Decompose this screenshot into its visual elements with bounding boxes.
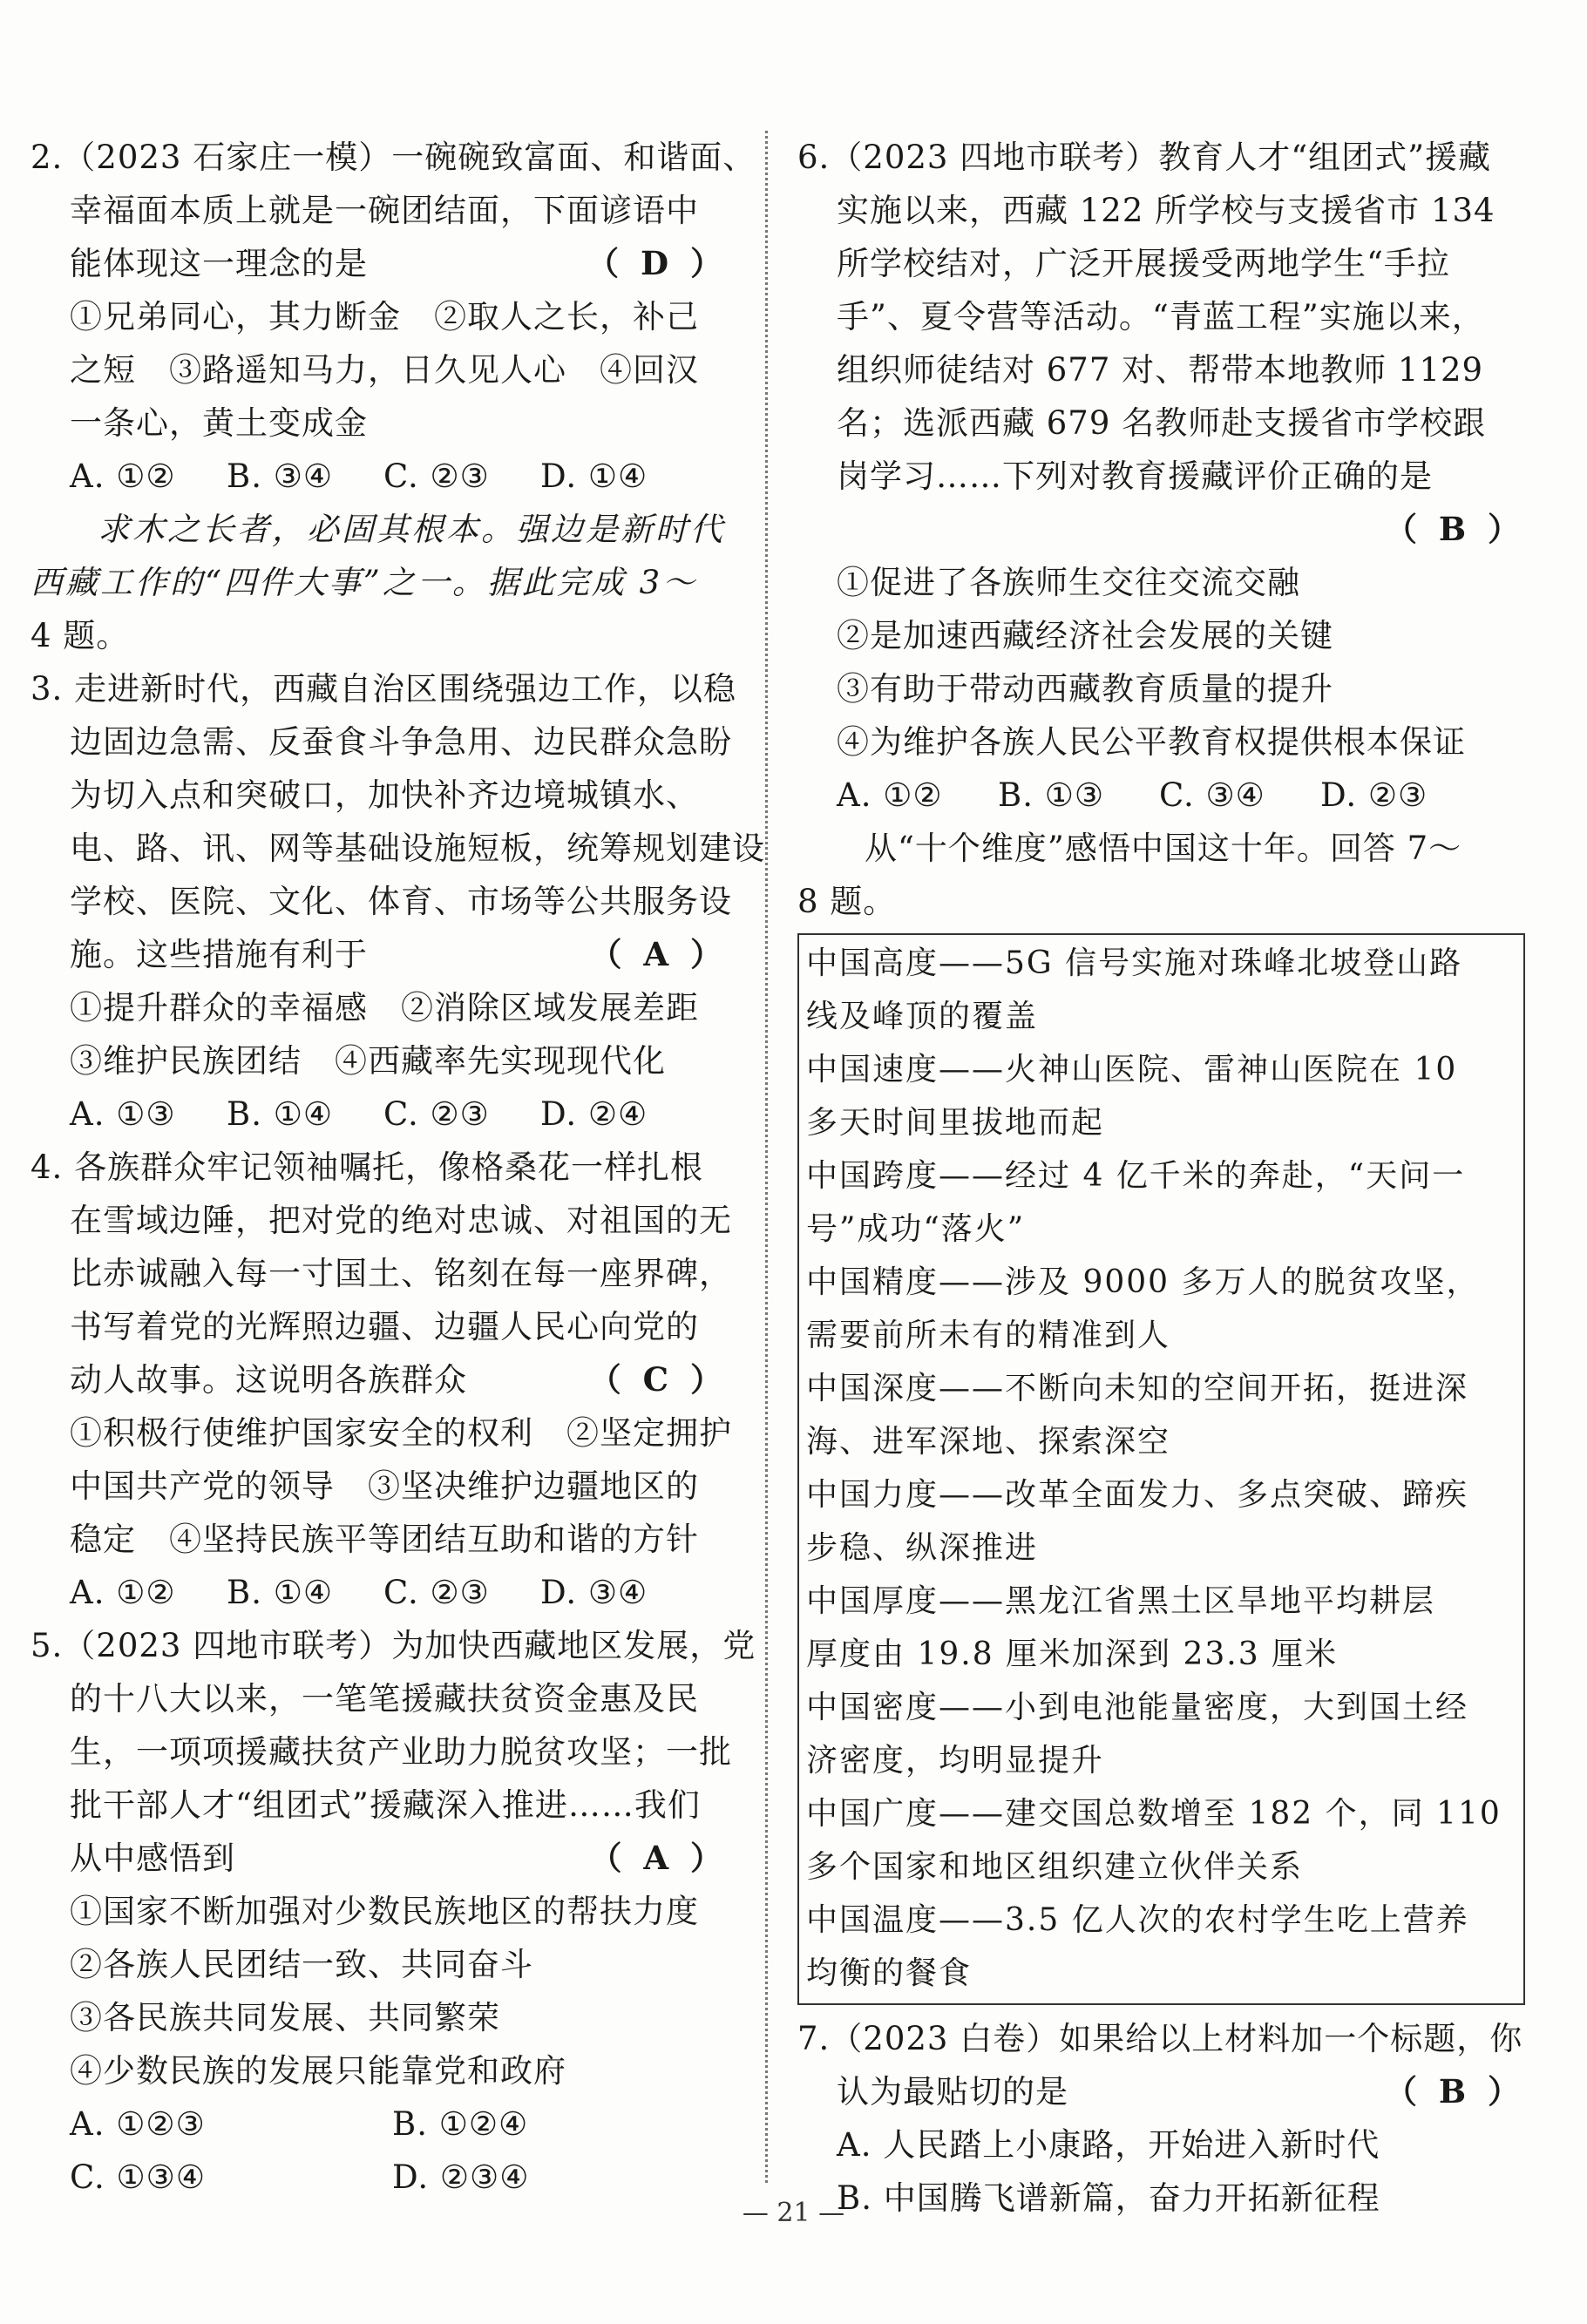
option-c: C. ③④ xyxy=(1159,776,1265,814)
material-line: 中国跨度——经过 4 亿千米的奔赴，“天问一 xyxy=(806,1158,1466,1194)
statement-line: ④少数民族的发展只能靠党和政府 xyxy=(70,2052,566,2090)
page-number xyxy=(0,2198,1587,2228)
right-column xyxy=(797,131,1525,2225)
answer-mark: （ B ） xyxy=(1384,2072,1525,2111)
question-text-line: 的十八大以来，一笔笔援藏扶贫资金惠及民 xyxy=(70,1680,699,1718)
material-line: 中国力度——改革全面发力、多点突破、蹄疾 xyxy=(806,1477,1469,1513)
statement-line: ②各族人民团结一致、共同奋斗 xyxy=(70,1946,533,1983)
option-d: D. ③④ xyxy=(540,1574,648,1611)
question-text-line: 动人故事。这说明各族群众 （ C ） xyxy=(31,1353,728,1406)
answer-mark: （ A ） xyxy=(589,1839,728,1877)
intro-line: 8 题。 xyxy=(797,883,897,920)
option-row xyxy=(31,2151,728,2204)
statement-line: ②是加速西藏经济社会发展的关键 xyxy=(837,617,1333,654)
question-7 xyxy=(797,2012,1525,2225)
material-line: 多天时间里拔地而起 xyxy=(806,1105,1105,1141)
question-5 xyxy=(31,1619,756,2204)
question-text-line: 从中感悟到 （ A ） xyxy=(31,1832,728,1885)
question-text-line: 组织师徒结对 677 对、帮带本地教师 1129 xyxy=(837,351,1484,389)
material-line: 中国速度——火神山医院、雷神山医院在 10 xyxy=(806,1052,1458,1087)
question-text-line: 手”、夏令营等活动。“青蓝工程”实施以来， xyxy=(837,298,1485,335)
statement-line: 之短 ③路遥知马力，日久见人心 ④回汉 xyxy=(70,351,699,389)
statement-line: ①国家不断加强对少数民族地区的帮扶力度 xyxy=(70,1893,699,1930)
option-c: C. ②③ xyxy=(383,457,490,495)
page-number-text: — 21 — xyxy=(742,2198,845,2228)
question-text-line: 能体现这一理念的是 （ D ） xyxy=(31,237,728,290)
option-b: B. ①④ xyxy=(227,1574,334,1611)
question-text-line: 6.（2023 四地市联考）教育人才“组团式”援藏 xyxy=(797,139,1492,176)
statement-line: ③各民族共同发展、共同繁荣 xyxy=(70,1999,500,2036)
statement-line: ③维护民族团结 ④西藏率先实现现代化 xyxy=(70,1042,666,1080)
answer-mark: （ C ） xyxy=(588,1360,728,1399)
option-a: A. 人民踏上小康路，开始进入新时代 xyxy=(837,2126,1380,2164)
option-row xyxy=(31,1566,728,1619)
material-line: 中国广度——建交国总数增至 182 个，同 110 xyxy=(806,1796,1502,1832)
material-line: 中国深度——不断向未知的空间开拓，挺进深 xyxy=(806,1371,1469,1406)
statement-line: ③有助于带动西藏教育质量的提升 xyxy=(837,670,1333,708)
answer-mark: （ A ） xyxy=(589,935,728,973)
material-line: 需要前所未有的精准到人 xyxy=(806,1318,1171,1353)
option-a: A. ①③ xyxy=(70,1095,176,1133)
question-text-line: 书写着党的光辉照边疆、边疆人民心向党的 xyxy=(70,1308,699,1345)
question-text-line: 7.（2023 白卷）如果给以上材料加一个标题，你 xyxy=(797,2020,1523,2057)
statement-line: 稳定 ④坚持民族平等团结互助和谐的方针 xyxy=(70,1521,699,1558)
question-6 xyxy=(797,131,1525,822)
option-d: D. ②④ xyxy=(540,1095,648,1133)
question-3 xyxy=(31,662,765,1141)
question-2 xyxy=(31,131,756,503)
question-text-line: 为切入点和突破口，加快补齐边境城镇水、 xyxy=(70,776,699,814)
question-text-line: 岗学习……下列对教育援藏评价正确的是 xyxy=(837,457,1433,495)
option-c: C. ②③ xyxy=(383,1095,490,1133)
question-text-line: 认为最贴切的是 （ B ） xyxy=(797,2065,1525,2118)
option-a: A. ①② xyxy=(70,1574,176,1611)
material-box xyxy=(797,933,1525,2005)
option-b: B. ③④ xyxy=(227,457,334,495)
material-line: 中国厚度——黑龙江省黑土区旱地平均耕层 xyxy=(806,1583,1436,1619)
option-c: C. ②③ xyxy=(383,1574,490,1611)
question-text-line: 所学校结对，广泛开展援受两地学生“手拉 xyxy=(837,245,1450,282)
option-b: B. ①④ xyxy=(227,1095,334,1133)
question-text-line: 名；选派西藏 679 名教师赴支援省市学校跟 xyxy=(837,404,1487,442)
material-line: 号”成功“落火” xyxy=(806,1211,1026,1247)
intro-line: 求木之长者，必固其根本。强边是新时代 xyxy=(98,511,725,548)
column-divider xyxy=(765,131,768,2183)
question-text-line: 在雪域边陲，把对党的绝对忠诚、对祖国的无 xyxy=(70,1202,732,1239)
question-text-line: 比赤诚融入每一寸国土、铭刻在每一座界碑， xyxy=(70,1255,732,1292)
material-line: 步稳、纵深推进 xyxy=(806,1530,1039,1566)
option-b: B. ①③ xyxy=(998,776,1105,814)
answer-line xyxy=(797,503,1525,556)
option-d: D. ①④ xyxy=(540,457,648,495)
intro-line: 西藏工作的“四件大事”之一。据此完成 3～ xyxy=(31,564,698,601)
option-d: D. ②③④ xyxy=(392,2158,530,2196)
question-text-line: 电、路、讯、网等基础设施短板，统筹规划建设 xyxy=(70,830,765,867)
option-row xyxy=(797,769,1525,822)
statement-line: ④为维护各族人民公平教育权提供根本保证 xyxy=(837,723,1466,761)
material-line: 中国温度——3.5 亿人次的农村学生吃上营养 xyxy=(806,1902,1469,1938)
option-a: A. ①② xyxy=(70,457,176,495)
material-line: 线及峰顶的覆盖 xyxy=(806,999,1039,1034)
answer-mark: （ D ） xyxy=(587,244,728,282)
material-line: 多个国家和地区组织建立伙伴关系 xyxy=(806,1849,1304,1885)
question-text-line: 生，一项项援藏扶贫产业助力脱贫攻坚；一批 xyxy=(70,1733,732,1771)
intro-line: 从“十个维度”感悟中国这十年。回答 7～ xyxy=(865,830,1462,867)
option-a: A. ①② xyxy=(837,776,943,814)
question-text-line: 5.（2023 四地市联考）为加快西藏地区发展，党 xyxy=(31,1627,756,1664)
question-text-line: 施。这些措施有利于 （ A ） xyxy=(31,928,728,981)
intro-line: 4 题。 xyxy=(31,617,130,654)
material-line: 均衡的餐食 xyxy=(806,1955,973,1991)
material-intro-7-8 xyxy=(797,822,1525,928)
option-c: C. ①③④ xyxy=(70,2158,207,2196)
material-line: 济密度，均明显提升 xyxy=(806,1743,1105,1779)
question-text-line: 学校、医院、文化、体育、市场等公共服务设 xyxy=(70,883,732,920)
option-row xyxy=(31,1087,728,1141)
material-line: 厚度由 19.8 厘米加深到 23.3 厘米 xyxy=(806,1636,1339,1672)
question-text-line: 幸福面本质上就是一碗团结面，下面谚语中 xyxy=(70,192,699,229)
option-row xyxy=(31,2097,728,2151)
question-text-line: 4. 各族群众牢记领袖嘱托，像格桑花一样扎根 xyxy=(31,1148,704,1186)
question-text-line: 2.（2023 石家庄一模）一碗碗致富面、和谐面、 xyxy=(31,139,756,176)
question-4 xyxy=(31,1141,732,1619)
question-text-line: 边固边急需、反蚕食斗争急用、边民群众急盼 xyxy=(70,723,732,761)
option-a: A. ①②③ xyxy=(70,2105,206,2143)
material-line: 中国高度——5G 信号实施对珠峰北坡登山路 xyxy=(806,945,1463,981)
option-d: D. ②③ xyxy=(1320,776,1428,814)
statement-line: ①兄弟同心，其力断金 ②取人之长，补己 xyxy=(70,298,699,335)
question-text-line: 3. 走进新时代，西藏自治区围绕强边工作，以稳 xyxy=(31,670,737,708)
option-b: B. ①②④ xyxy=(392,2105,529,2143)
option-row xyxy=(31,450,728,503)
question-text-line: 实施以来，西藏 122 所学校与支援省市 134 xyxy=(837,192,1495,229)
material-line: 中国精度——涉及 9000 多万人的脱贫攻坚， xyxy=(806,1264,1480,1300)
statement-line: 一条心，黄土变成金 xyxy=(70,404,368,442)
material-line: 海、进军深地、探索深空 xyxy=(806,1424,1171,1460)
material-line: 中国密度——小到电池能量密度，大到国土经 xyxy=(806,1690,1469,1725)
material-intro-3-4 xyxy=(31,503,728,662)
statement-line: ①提升群众的幸福感 ②消除区域发展差距 xyxy=(70,989,699,1026)
statement-line: 中国共产党的领导 ③坚决维护边疆地区的 xyxy=(70,1467,699,1505)
question-text-line: 批干部人才“组团式”援藏深入推进……我们 xyxy=(70,1786,701,1824)
statement-line: ①积极行使维护国家安全的权利 ②坚定拥护 xyxy=(70,1414,732,1452)
left-column xyxy=(31,131,765,2204)
statement-line: ①促进了各族师生交往交流交融 xyxy=(837,564,1300,601)
answer-mark: （ B ） xyxy=(1384,510,1525,548)
option-b: B. 中国腾飞谱新篇，奋力开拓新征程 xyxy=(837,2179,1380,2217)
